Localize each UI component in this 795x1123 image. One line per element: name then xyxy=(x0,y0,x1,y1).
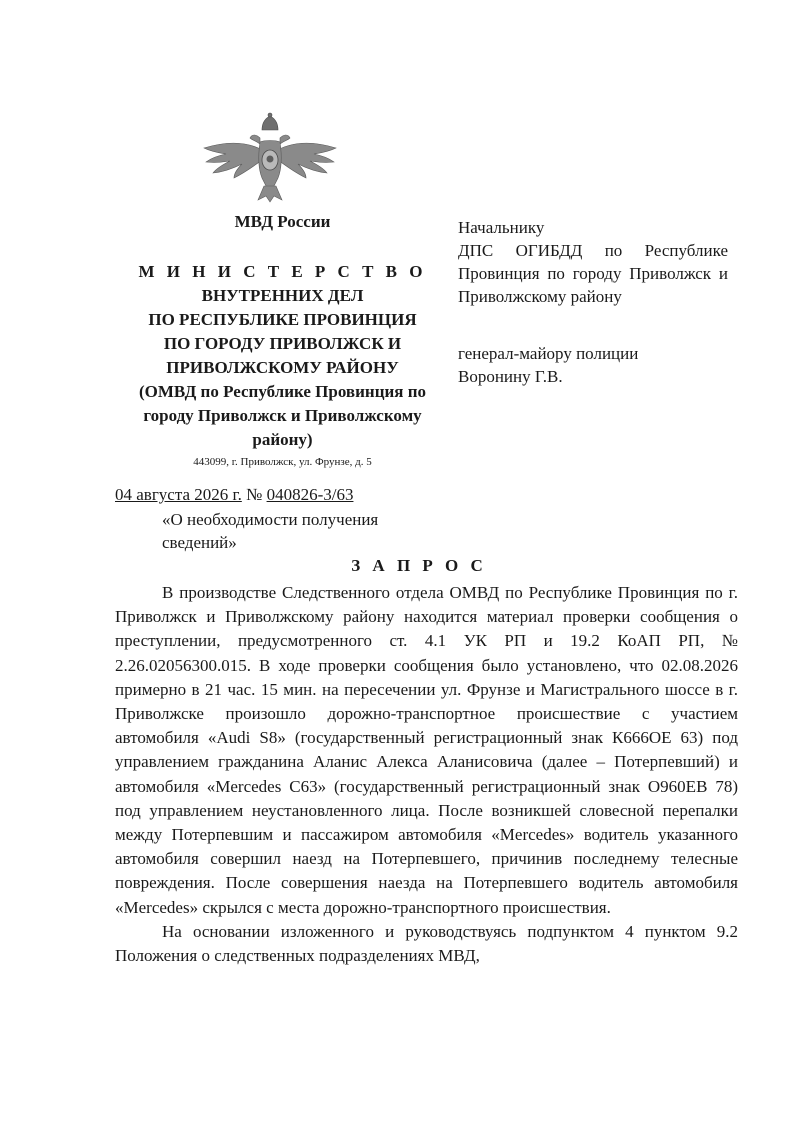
document-meta xyxy=(115,483,353,506)
document-subject: «О необходимости получения сведений» xyxy=(162,510,379,552)
org-full-line: ПО РЕСПУБЛИКЕ ПРОВИНЦИЯ xyxy=(148,310,417,329)
org-address: 443099, г. Приволжск, ул. Фрунзе, д. 5 xyxy=(193,456,372,468)
org-full-line: М И Н И С Т Е Р С Т В О xyxy=(138,262,427,281)
org-abbreviation: (ОМВД по Республике Провинция по городу Приволжск и Приволжскому району) xyxy=(138,382,427,449)
addressee-block xyxy=(458,216,728,388)
org-full-line: ПО ГОРОДУ ПРИВОЛЖСК И xyxy=(163,334,402,353)
body-paragraph: В производстве Следственного отдела ОМВД по Республике Провинция по г. Приволжск и Приволжскому району находится материал проверки сообщения о преступлении, предусмотренного ст. 4.1 УК РП и 19.2 КоАП РП, № 2.26.02056300.015. В ходе проверки сообщения было установлено, что 02.08.2026 примерно в 21 час. 15 мин. на пересечении ул. Фрунзе и Магистрального шоссе в г. Приволжске произошло дорожно-транспортное происшествие с участием автомобиля «Audi S8» (государственный регистрационный знак К666ОЕ 63) под управлением гражданина Аланис Алекса Аланисовича (далее – Потерпевший) и автомобиля «Mercedes C63» (государственный регистрационный знак О960ЕВ 78) под управлением неустановленного лица. После возникшей словесной перепалки между Потерпевшим и пассажиром автомобиля «Mercedes» водитель указанного автомобиля совершил наезд на Потерпевшего, причинив последнему телесные повреждения. После совершения наезда на Потерпевшего водитель автомобиля «Mercedes» скрылся с места дорожно-транспортного происшествия. xyxy=(115,583,738,917)
document-body xyxy=(115,581,738,968)
addressee-department: ДПС ОГИБДД по Республике Провинция по городу Приволжск и Приволжскому району xyxy=(458,241,728,306)
org-full-line: ПРИВОЛЖСКОМУ РАЙОНУ xyxy=(166,358,399,377)
organization-header xyxy=(115,210,450,469)
addressee-name: Воронину Г.В. xyxy=(458,367,563,386)
document-number: 040826-3/63 xyxy=(266,485,354,504)
number-sign: № xyxy=(246,485,263,504)
org-full-line: ВНУТРЕННИХ ДЕЛ xyxy=(201,286,364,305)
addressee-title: Начальнику xyxy=(458,218,545,237)
document-date: 04 августа 2026 г. xyxy=(115,485,242,504)
org-full-name xyxy=(115,260,450,452)
org-short-name: МВД России xyxy=(234,212,331,231)
addressee-rank: генерал-майору полиции xyxy=(458,344,639,363)
double-headed-eagle-icon xyxy=(200,112,340,204)
body-paragraph: На основании изложенного и руководствуясь подпунктом 4 пунктом 9.2 Положения о следственных подразделениях МВД, xyxy=(115,921,738,966)
document-title: З А П Р О С xyxy=(351,556,487,575)
